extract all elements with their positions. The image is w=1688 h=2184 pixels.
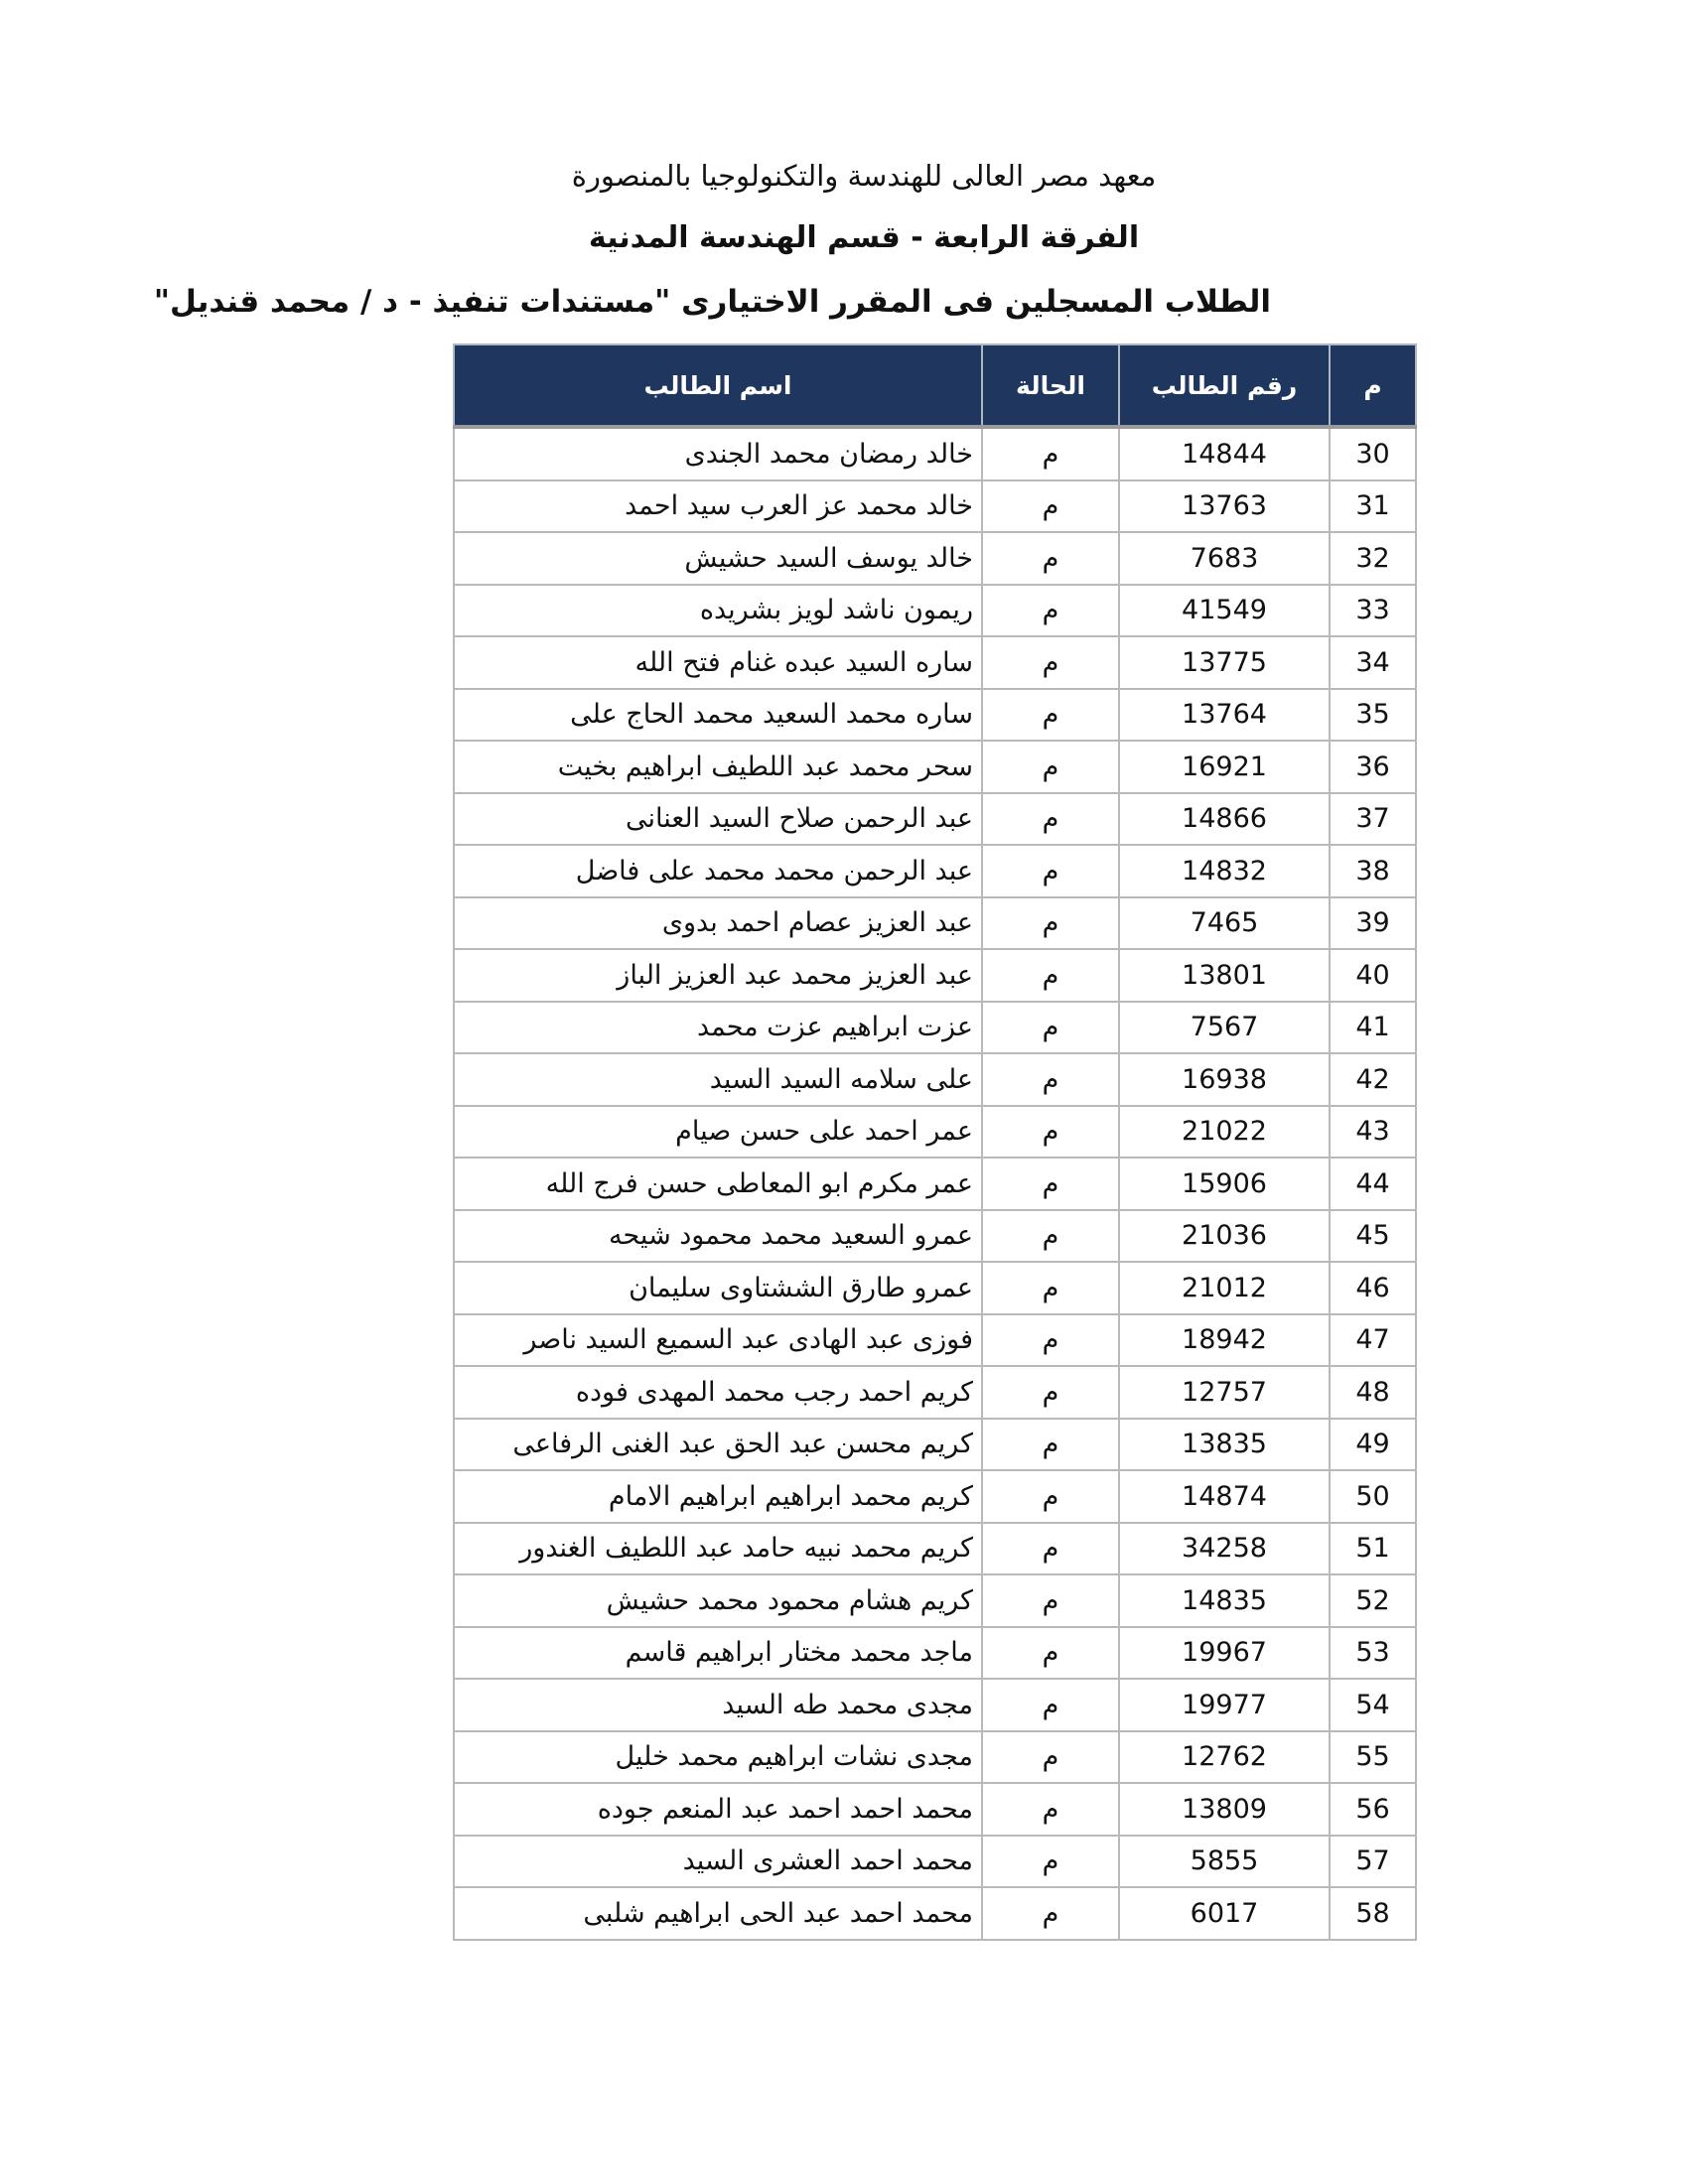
status-cell: م	[982, 1679, 1119, 1731]
serial-cell: 33	[1330, 585, 1416, 637]
table-row	[454, 532, 1416, 585]
serial-cell: 53	[1330, 1627, 1416, 1680]
table-row	[454, 1523, 1416, 1575]
status-cell: م	[982, 1262, 1119, 1314]
student-id-cell: 19967	[1119, 1627, 1330, 1680]
serial-cell: 44	[1330, 1158, 1416, 1210]
column-header-status: الحالة	[982, 344, 1119, 427]
student-name-cell: محمد احمد عبد الحى ابراهيم شلبى	[454, 1887, 982, 1940]
student-name-cell: على سلامه السيد السيد	[454, 1053, 982, 1106]
student-id-cell: 12757	[1119, 1366, 1330, 1419]
table-row	[454, 1679, 1416, 1731]
status-cell: م	[982, 636, 1119, 689]
status-cell: م	[982, 1836, 1119, 1888]
serial-cell: 38	[1330, 845, 1416, 897]
status-cell: م	[982, 1314, 1119, 1367]
division-heading: الفرقة الرابعة - قسم الهندسة المدنية	[588, 220, 1140, 255]
student-name-cell: عمرو طارق الششتاوى سليمان	[454, 1262, 982, 1314]
serial-cell: 54	[1330, 1679, 1416, 1731]
table-row	[454, 1731, 1416, 1784]
student-name-cell: عبد العزيز محمد عبد العزيز الباز	[454, 949, 982, 1002]
column-header-serial: م	[1330, 344, 1416, 427]
student-name-cell: محمد احمد احمد عبد المنعم جوده	[454, 1783, 982, 1836]
student-id-cell: 14832	[1119, 845, 1330, 897]
serial-cell: 30	[1330, 427, 1416, 480]
serial-cell: 41	[1330, 1002, 1416, 1054]
status-cell: م	[982, 1366, 1119, 1419]
table-row	[454, 1262, 1416, 1314]
student-id-cell: 19977	[1119, 1679, 1330, 1731]
student-id-cell: 21036	[1119, 1210, 1330, 1263]
student-name-cell: خالد رمضان محمد الجندى	[454, 427, 982, 480]
student-id-cell: 12762	[1119, 1731, 1330, 1784]
student-name-cell: فوزى عبد الهادى عبد السميع السيد ناصر	[454, 1314, 982, 1367]
status-cell: م	[982, 1106, 1119, 1159]
serial-cell: 56	[1330, 1783, 1416, 1836]
student-id-cell: 6017	[1119, 1887, 1330, 1940]
student-name-cell: عبد الرحمن صلاح السيد العنانى	[454, 793, 982, 846]
student-name-cell: مجدى محمد طه السيد	[454, 1679, 982, 1731]
status-cell: م	[982, 1158, 1119, 1210]
student-id-cell: 15906	[1119, 1158, 1330, 1210]
table-row	[454, 741, 1416, 793]
serial-cell: 52	[1330, 1574, 1416, 1627]
serial-cell: 37	[1330, 793, 1416, 846]
student-name-cell: كريم محسن عبد الحق عبد الغنى الرفاعى	[454, 1419, 982, 1471]
student-name-cell: محمد احمد العشرى السيد	[454, 1836, 982, 1888]
student-id-cell: 14874	[1119, 1470, 1330, 1523]
student-id-cell: 14866	[1119, 793, 1330, 846]
status-cell: م	[982, 1053, 1119, 1106]
status-cell: م	[982, 585, 1119, 637]
serial-cell: 49	[1330, 1419, 1416, 1471]
document-title: الطلاب المسجلين فى المقرر الاختيارى "مستندات تنفيذ - د / محمد قنديل"	[153, 284, 1271, 320]
institute-name: معهد مصر العالى للهندسة والتكنولوجيا بالمنصورة	[571, 159, 1157, 193]
serial-cell: 40	[1330, 949, 1416, 1002]
serial-cell: 51	[1330, 1523, 1416, 1575]
student-name-cell: عمر مكرم ابو المعاطى حسن فرج الله	[454, 1158, 982, 1210]
student-name-cell: سحر محمد عبد اللطيف ابراهيم بخيت	[454, 741, 982, 793]
status-cell: م	[982, 427, 1119, 480]
table-header-row	[454, 344, 1416, 427]
table-row	[454, 1783, 1416, 1836]
table-row	[454, 1002, 1416, 1054]
status-cell: م	[982, 793, 1119, 846]
student-name-cell: خالد يوسف السيد حشيش	[454, 532, 982, 585]
serial-cell: 45	[1330, 1210, 1416, 1263]
student-id-cell: 16938	[1119, 1053, 1330, 1106]
student-id-cell: 21022	[1119, 1106, 1330, 1159]
status-cell: م	[982, 1210, 1119, 1263]
table-row	[454, 1158, 1416, 1210]
student-name-cell: عمر احمد على حسن صيام	[454, 1106, 982, 1159]
status-cell: م	[982, 1783, 1119, 1836]
table-body	[454, 427, 1416, 1940]
table-row	[454, 1314, 1416, 1367]
table-row	[454, 1574, 1416, 1627]
serial-cell: 35	[1330, 689, 1416, 742]
serial-cell: 50	[1330, 1470, 1416, 1523]
student-id-cell: 7567	[1119, 1002, 1330, 1054]
status-cell: م	[982, 741, 1119, 793]
serial-cell: 42	[1330, 1053, 1416, 1106]
status-cell: م	[982, 1523, 1119, 1575]
table-row	[454, 1836, 1416, 1888]
status-cell: م	[982, 845, 1119, 897]
serial-cell: 48	[1330, 1366, 1416, 1419]
serial-cell: 39	[1330, 897, 1416, 950]
table-row	[454, 1470, 1416, 1523]
student-id-cell: 16921	[1119, 741, 1330, 793]
student-name-cell: ريمون ناشد لويز بشريده	[454, 585, 982, 637]
table-row	[454, 1106, 1416, 1159]
table-row	[454, 793, 1416, 846]
status-cell: م	[982, 1887, 1119, 1940]
student-id-cell: 18942	[1119, 1314, 1330, 1367]
status-cell: م	[982, 532, 1119, 585]
student-id-cell: 13835	[1119, 1419, 1330, 1471]
status-cell: م	[982, 480, 1119, 533]
student-id-cell: 13763	[1119, 480, 1330, 533]
table-row	[454, 1627, 1416, 1680]
column-header-name: اسم الطالب	[454, 344, 982, 427]
serial-cell: 32	[1330, 532, 1416, 585]
status-cell: م	[982, 1002, 1119, 1054]
table-header	[454, 344, 1416, 427]
student-name-cell: كريم هشام محمود محمد حشيش	[454, 1574, 982, 1627]
student-name-cell: عزت ابراهيم عزت محمد	[454, 1002, 982, 1054]
serial-cell: 58	[1330, 1887, 1416, 1940]
student-id-cell: 13801	[1119, 949, 1330, 1002]
serial-cell: 46	[1330, 1262, 1416, 1314]
table-row	[454, 1210, 1416, 1263]
table-row	[454, 636, 1416, 689]
student-name-cell: كريم احمد رجب محمد المهدى فوده	[454, 1366, 982, 1419]
table-row	[454, 845, 1416, 897]
table-row	[454, 1419, 1416, 1471]
serial-cell: 31	[1330, 480, 1416, 533]
table-row	[454, 949, 1416, 1002]
table-row	[454, 427, 1416, 480]
table-row	[454, 585, 1416, 637]
table-row	[454, 897, 1416, 950]
student-name-cell: كريم محمد ابراهيم ابراهيم الامام	[454, 1470, 982, 1523]
serial-cell: 34	[1330, 636, 1416, 689]
status-cell: م	[982, 1470, 1119, 1523]
student-id-cell: 34258	[1119, 1523, 1330, 1575]
student-id-cell: 7683	[1119, 532, 1330, 585]
student-id-cell: 41549	[1119, 585, 1330, 637]
serial-cell: 36	[1330, 741, 1416, 793]
status-cell: م	[982, 689, 1119, 742]
status-cell: م	[982, 949, 1119, 1002]
student-name-cell: كريم محمد نبيه حامد عبد اللطيف الغندور	[454, 1523, 982, 1575]
status-cell: م	[982, 897, 1119, 950]
student-name-cell: ماجد محمد مختار ابراهيم قاسم	[454, 1627, 982, 1680]
student-id-cell: 13775	[1119, 636, 1330, 689]
table-row	[454, 1366, 1416, 1419]
student-name-cell: ساره السيد عبده غنام فتح الله	[454, 636, 982, 689]
column-header-student-id: رقم الطالب	[1119, 344, 1330, 427]
student-name-cell: خالد محمد عز العرب سيد احمد	[454, 480, 982, 533]
serial-cell: 57	[1330, 1836, 1416, 1888]
student-name-cell: عبد الرحمن محمد محمد على فاضل	[454, 845, 982, 897]
student-id-cell: 14844	[1119, 427, 1330, 480]
serial-cell: 43	[1330, 1106, 1416, 1159]
student-name-cell: عمرو السعيد محمد محمود شيحه	[454, 1210, 982, 1263]
student-name-cell: عبد العزيز عصام احمد بدوى	[454, 897, 982, 950]
table-row	[454, 689, 1416, 742]
student-id-cell: 7465	[1119, 897, 1330, 950]
student-id-cell: 14835	[1119, 1574, 1330, 1627]
student-id-cell: 13764	[1119, 689, 1330, 742]
student-roster-table	[453, 343, 1417, 1941]
status-cell: م	[982, 1627, 1119, 1680]
table-row	[454, 480, 1416, 533]
serial-cell: 55	[1330, 1731, 1416, 1784]
table-row	[454, 1053, 1416, 1106]
status-cell: م	[982, 1574, 1119, 1627]
student-id-cell: 21012	[1119, 1262, 1330, 1314]
serial-cell: 47	[1330, 1314, 1416, 1367]
student-name-cell: مجدى نشات ابراهيم محمد خليل	[454, 1731, 982, 1784]
student-id-cell: 5855	[1119, 1836, 1330, 1888]
student-id-cell: 13809	[1119, 1783, 1330, 1836]
student-name-cell: ساره محمد السعيد محمد الحاج على	[454, 689, 982, 742]
status-cell: م	[982, 1731, 1119, 1784]
status-cell: م	[982, 1419, 1119, 1471]
table-row	[454, 1887, 1416, 1940]
